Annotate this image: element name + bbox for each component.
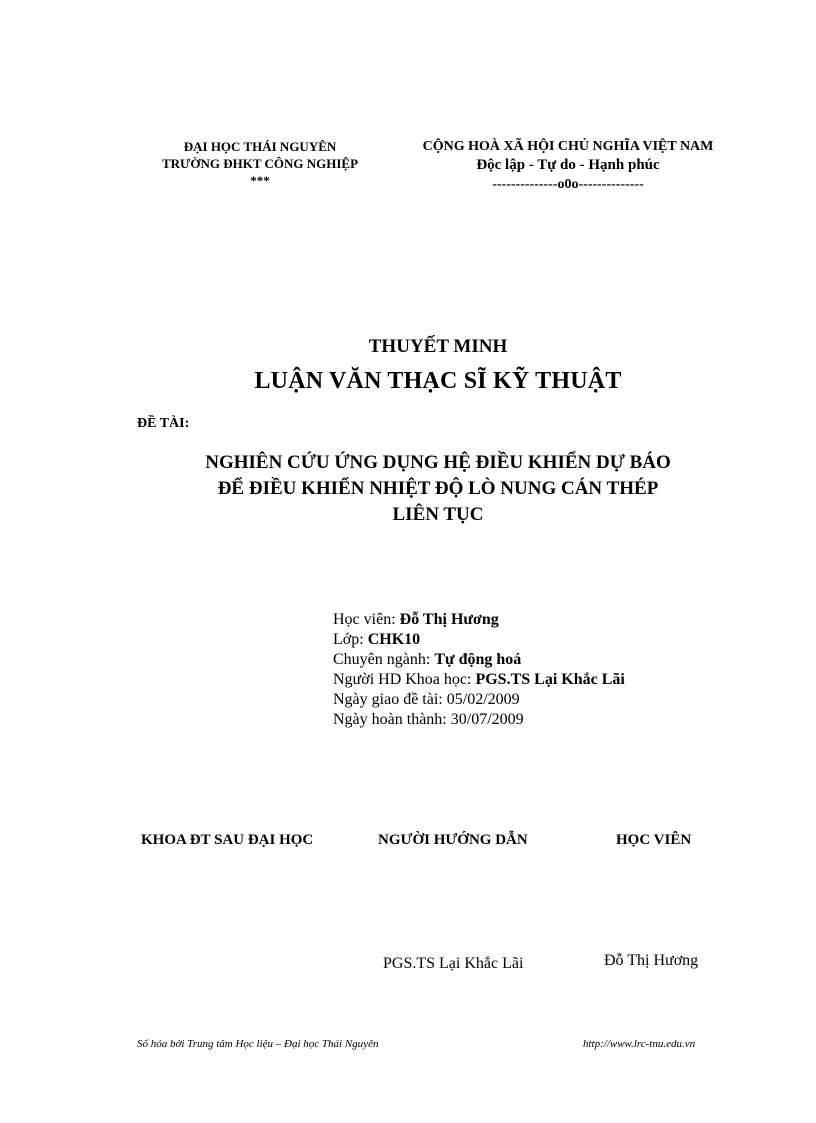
university-name: ĐẠI HỌC THÁI NGUYÊN (183, 139, 337, 154)
signature-advisor: NGƯỜI HƯỚNG DẪN (378, 832, 528, 848)
motto: Độc lập - Tự do - Hạnh phúc (476, 157, 660, 173)
topic-line: ĐỂ ĐIỀU KHIỂN NHIỆT ĐỘ LÒ NUNG CÁN THÉP (217, 478, 659, 499)
info-student: Học viên: Đỗ Thị Hương (333, 611, 499, 628)
topic-label: ĐỀ TÀI: (137, 416, 190, 431)
motto-divider: --------------o0o-------------- (492, 177, 644, 192)
header-stars: *** (250, 173, 270, 188)
info-assigned: Ngày giao đề tài: 05/02/2009 (333, 691, 520, 708)
info-major: Chuyên ngành: Tự động hoá (333, 651, 522, 668)
footer-digitized-by: Số hóa bởi Trung tâm Học liệu – Đại học Thái Nguyên (137, 1038, 379, 1050)
thesis-title: LUẬN VĂN THẠC SĨ KỸ THUẬT (254, 368, 622, 394)
advisor-name: PGS.TS Lại Khắc Lãi (383, 955, 524, 972)
topic-line: LIÊN TỤC (392, 504, 484, 525)
info-advisor: Người HD Khoa học: PGS.TS Lại Khắc Lãi (333, 671, 625, 688)
info-completed: Ngày hoàn thành: 30/07/2009 (333, 711, 524, 728)
header-right (392, 137, 744, 194)
info-class: Lớp: CHK10 (333, 631, 421, 648)
header-left (130, 138, 390, 189)
school-name: TRƯỜNG ĐHKT CÔNG NGHIỆP (161, 156, 359, 171)
country-name: CỘNG HOÀ XÃ HỘI CHỦ NGHĨA VIỆT NAM (422, 139, 714, 154)
footer-url[interactable]: http://www.lrc-tnu.edu.vn (583, 1038, 696, 1050)
signature-student: HỌC VIÊN (616, 832, 692, 848)
doc-type-title: THUYẾT MINH (368, 336, 508, 357)
student-info (333, 610, 625, 730)
student-name: Đỗ Thị Hương (604, 952, 699, 969)
topic-title (130, 450, 746, 528)
signature-faculty: KHOA ĐT SAU ĐẠI HỌC (141, 832, 314, 848)
topic-line: NGHIÊN CỨU ỨNG DỤNG HỆ ĐIỀU KHIỂN DỰ BÁO (205, 452, 671, 473)
